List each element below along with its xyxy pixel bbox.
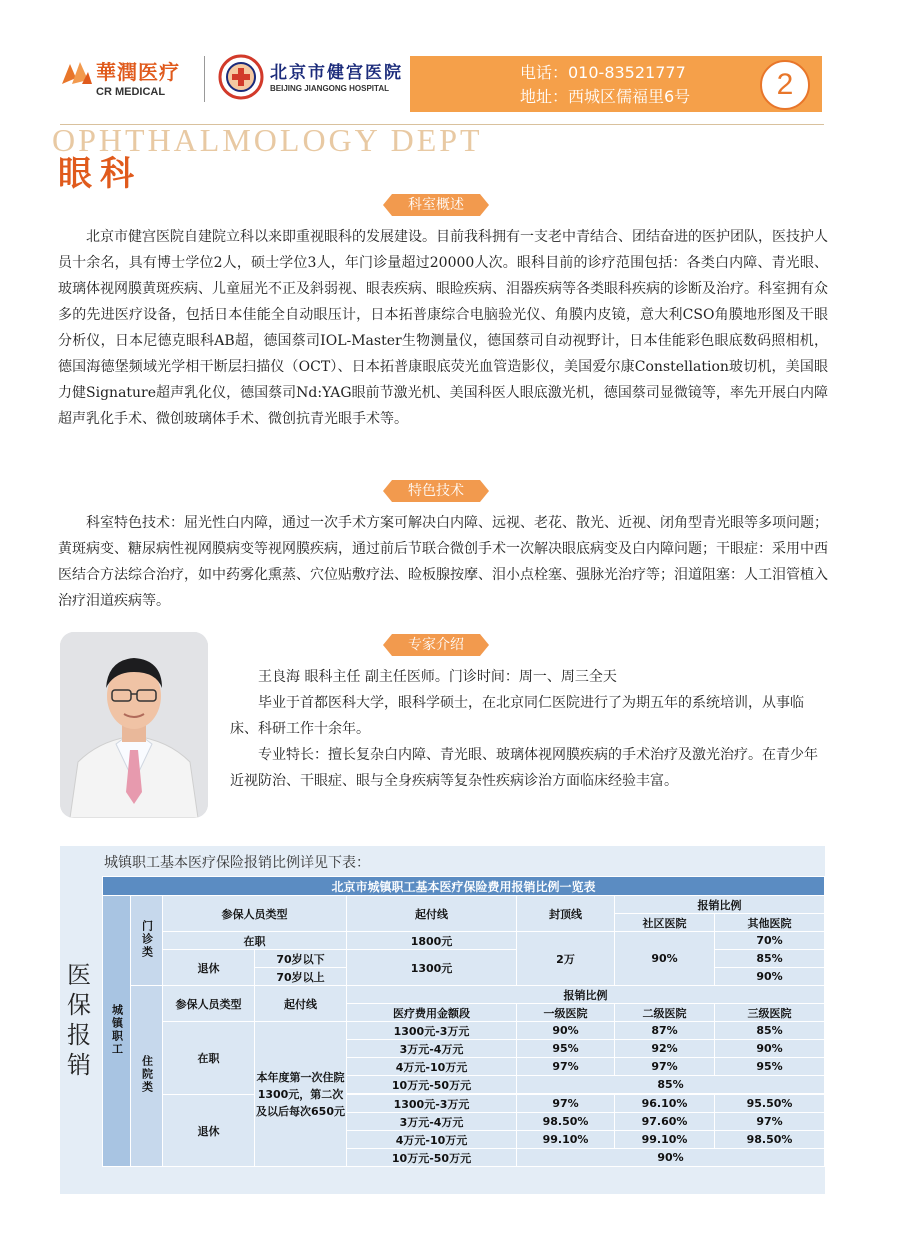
ip-emp-range: 1300元-3万元 bbox=[347, 1022, 517, 1040]
ip-header-level1: 一级医院 bbox=[517, 1004, 615, 1022]
table-row bbox=[103, 1095, 825, 1113]
ip-ret-l2: 99.10% bbox=[615, 1131, 715, 1149]
cr-logo-cn: 華潤医疗 bbox=[96, 60, 180, 84]
op-under70: 70岁以下 bbox=[255, 950, 347, 968]
ip-ret-l3: 98.50% bbox=[715, 1131, 825, 1149]
logo-divider bbox=[204, 56, 205, 102]
ip-ret-l1: 97% bbox=[517, 1095, 615, 1113]
cr-medical-logo bbox=[62, 52, 192, 108]
ip-deductible-text: 本年度第一次住院1300元，第二次及以后每次650元 bbox=[255, 1022, 347, 1167]
ip-ret-l3: 95.50% bbox=[715, 1095, 825, 1113]
expert-bio bbox=[230, 664, 830, 794]
overview-text: 北京市健宫医院自建院立科以来即重视眼科的发展建设。目前我科拥有一支老中青结合、团结奋进的医护团队，医技护人员十余名，具有博士学位2人，硕士学位3人，年门诊量超过20000人次。眼科目前的诊疗范围包括：各类白内障、青光眼、玻璃体视网膜黄斑疾病、儿童屈光不正及斜弱视、眼表疾病、眼睑疾病、泪器疾病等各类眼科疾病的诊断及治疗。科室拥有众多的先进医疗设备，包括日本佳能全自动眼压计，日本拓普康综合电脑验光仪、角膜内皮镜，意大利CSO角膜地形图及干眼分析仪，日本尼德克眼科AB超，德国蔡司IOL-Master生物测量仪，德国蔡司自动视野计，日本佳能彩色眼底数码照相机，德国海德堡频域光学相干断层扫描仪（OCT）、日本拓普康眼底荧光血管造影仪，美国爱尔康Constellation玻切机，美国眼力健Signature超声乳化仪，德国蔡司Nd:YAG眼前节激光机、美国科医人眼底激光机，德国蔡司显微镜等，率先开展白内障超声乳化手术、微创玻璃体手术、微创抗青光眼手术等。 bbox=[58, 229, 828, 427]
features-section bbox=[58, 510, 828, 614]
ip-header-ratio: 报销比例 bbox=[347, 986, 825, 1004]
op-cap: 2万 bbox=[517, 932, 615, 986]
ip-ret-range: 10万元-50万元 bbox=[347, 1149, 517, 1167]
op-header-other: 其他医院 bbox=[715, 914, 825, 932]
ip-header-type: 参保人员类型 bbox=[163, 986, 255, 1022]
overview-section bbox=[58, 224, 828, 432]
op-over70: 70岁以上 bbox=[255, 968, 347, 986]
ip-header-amount: 医疗费用金额段 bbox=[347, 1004, 517, 1022]
ip-employed: 在职 bbox=[163, 1022, 255, 1095]
ip-header-deductible: 起付线 bbox=[255, 986, 347, 1022]
ip-emp-range: 4万元-10万元 bbox=[347, 1058, 517, 1076]
table-title: 北京市城镇职工基本医疗保险费用报销比例一览表 bbox=[103, 877, 825, 896]
insurance-intro: 城镇职工基本医疗保险报销比例详见下表： bbox=[104, 855, 370, 871]
ip-emp-all: 85% bbox=[517, 1076, 825, 1094]
ip-retired: 退休 bbox=[163, 1095, 255, 1167]
op-other-over70: 90% bbox=[715, 968, 825, 986]
hospital-logo bbox=[218, 54, 408, 104]
insurance-table-wrap bbox=[102, 876, 824, 1167]
inpatient-label-cell bbox=[131, 986, 163, 1167]
cr-logo-mark-icon bbox=[62, 58, 92, 84]
op-header-deductible: 起付线 bbox=[347, 896, 517, 932]
ip-emp-l1: 95% bbox=[517, 1040, 615, 1058]
op-other-employed: 70% bbox=[715, 932, 825, 950]
tab-overview: 科室概述 bbox=[392, 194, 480, 216]
op-header-community: 社区医院 bbox=[615, 914, 715, 932]
ip-ret-range: 3万元-4万元 bbox=[347, 1113, 517, 1131]
ip-ret-l2: 97.60% bbox=[615, 1113, 715, 1131]
op-retired-deductible: 1300元 bbox=[347, 950, 517, 986]
ip-emp-l3: 95% bbox=[715, 1058, 825, 1076]
ip-emp-l3: 85% bbox=[715, 1022, 825, 1040]
ip-ret-l1: 98.50% bbox=[517, 1113, 615, 1131]
hospital-name-en: BEIJING JIANGONG HOSPITAL bbox=[270, 84, 389, 93]
op-community-ratio: 90% bbox=[615, 932, 715, 986]
ip-header-level2: 二级医院 bbox=[615, 1004, 715, 1022]
ip-ret-l3: 97% bbox=[715, 1113, 825, 1131]
ip-emp-range: 3万元-4万元 bbox=[347, 1040, 517, 1058]
features-text: 科室特色技术：屈光性白内障，通过一次手术方案可解决白内障、远视、老花、散光、近视、闭角型青光眼等多项问题；黄斑病变、糖尿病性视网膜病变等视网膜疾病，通过前后节联合微创手术一次解决眼底病变及白内障问题；干眼症：采用中西医结合方法综合治疗，如中药雾化熏蒸、穴位贴敷疗法、睑板腺按摩、泪小点栓塞、强脉光治疗等；泪道阻塞：人工泪管植入治疗泪道疾病等。 bbox=[58, 515, 828, 609]
expert-photo bbox=[60, 632, 208, 818]
ip-emp-l1: 97% bbox=[517, 1058, 615, 1076]
ip-emp-l3: 90% bbox=[715, 1040, 825, 1058]
op-header-type: 参保人员类型 bbox=[163, 896, 347, 932]
phone-text: 电话：010-83521777 bbox=[520, 63, 686, 82]
op-header-ratio: 报销比例 bbox=[615, 896, 825, 914]
dept-title-cn: 眼科 bbox=[58, 154, 142, 194]
ip-ret-all: 90% bbox=[517, 1149, 825, 1167]
group-label: 城镇职工 bbox=[110, 1003, 124, 1056]
ip-ret-range: 1300元-3万元 bbox=[347, 1095, 517, 1113]
doctor-portrait-icon bbox=[60, 632, 208, 818]
ip-header-level3: 三级医院 bbox=[715, 1004, 825, 1022]
outpatient-label-cell bbox=[131, 896, 163, 986]
ip-emp-l2: 87% bbox=[615, 1022, 715, 1040]
op-employed-deductible: 1800元 bbox=[347, 932, 517, 950]
expert-specialty: 专业特长：擅长复杂白内障、青光眼、玻璃体视网膜疾病的手术治疗及激光治疗。在青少年近视防治、干眼症、眼与全身疾病等复杂性疾病诊治方面临床经验丰富。 bbox=[230, 747, 818, 789]
ip-emp-l2: 92% bbox=[615, 1040, 715, 1058]
expert-education: 毕业于首都医科大学，眼科学硕士，在北京同仁医院进行了为期五年的系统培训，从事临床、科研工作十余年。 bbox=[230, 695, 804, 737]
page-number: 2 bbox=[760, 60, 810, 110]
expert-name-line: 王良海 眼科主任 副主任医师。门诊时间：周一、周三全天 bbox=[258, 669, 617, 685]
tab-features: 特色技术 bbox=[392, 480, 480, 502]
ip-ret-l1: 99.10% bbox=[517, 1131, 615, 1149]
group-label-cell bbox=[103, 896, 131, 1167]
ip-emp-l2: 97% bbox=[615, 1058, 715, 1076]
hospital-name-cn: 北京市健宫医院 bbox=[270, 63, 403, 83]
ip-emp-l1: 90% bbox=[517, 1022, 615, 1040]
outpatient-label: 门诊类 bbox=[140, 919, 154, 959]
insurance-side-label: 医保报销 bbox=[67, 961, 91, 1079]
hospital-emblem-icon bbox=[218, 54, 264, 100]
op-header-cap: 封顶线 bbox=[517, 896, 615, 932]
ip-emp-range: 10万元-50万元 bbox=[347, 1076, 517, 1094]
dept-title-en: OPHTHALMOLOGY DEPT bbox=[52, 122, 483, 158]
op-retired: 退休 bbox=[163, 950, 255, 986]
insurance-table bbox=[102, 876, 825, 1167]
table-row bbox=[103, 1022, 825, 1040]
ip-ret-range: 4万元-10万元 bbox=[347, 1131, 517, 1149]
address-text: 地址：西城区儒福里6号 bbox=[520, 87, 691, 106]
cr-logo-en: CR MEDICAL bbox=[96, 86, 166, 98]
op-other-under70: 85% bbox=[715, 950, 825, 968]
op-employed: 在职 bbox=[163, 932, 347, 950]
tab-expert: 专家介绍 bbox=[392, 634, 480, 656]
ip-ret-l2: 96.10% bbox=[615, 1095, 715, 1113]
inpatient-label: 住院类 bbox=[140, 1055, 154, 1094]
